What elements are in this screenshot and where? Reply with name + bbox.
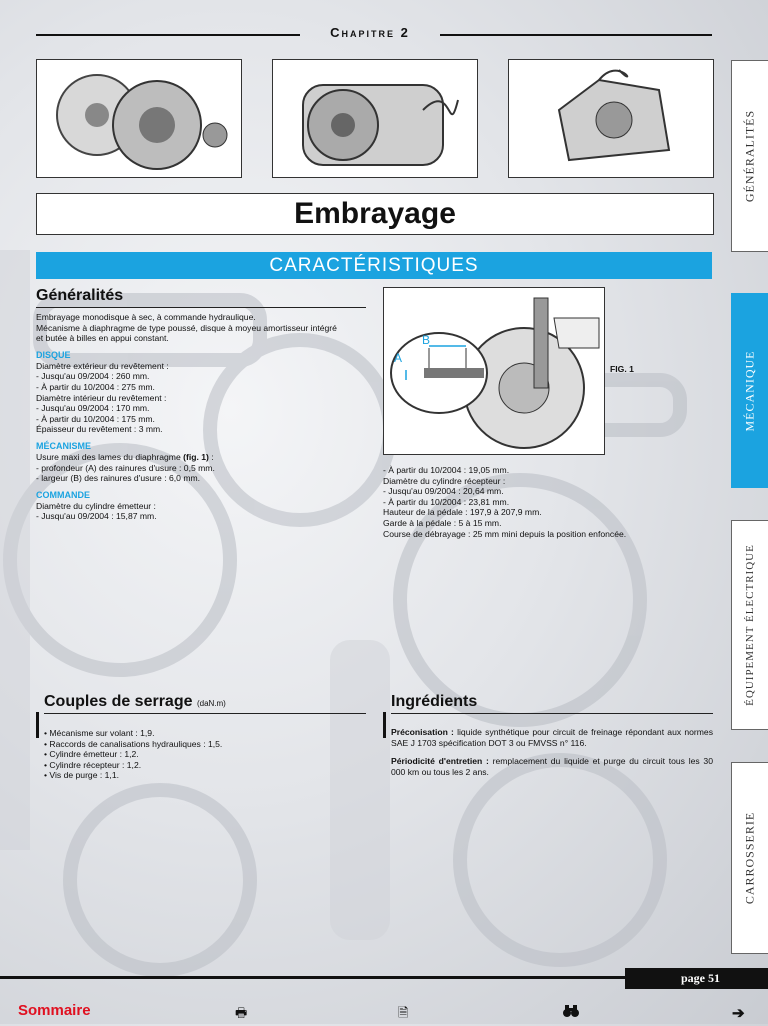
tab-equipement-electrique[interactable] — [731, 520, 768, 730]
periodicite-text: remplacement du liquide et purge du circuit tous les 30 000 km ou tous les 2 ans. — [391, 756, 713, 777]
fig-label-b: B — [422, 333, 431, 347]
sommaire-link[interactable]: Sommaire — [18, 1002, 91, 1019]
mecanisme-line: - profondeur (A) des rainures d'usure : 0,5 mm. — [36, 462, 215, 473]
mecanisme-line — [36, 452, 366, 463]
tab-generalites[interactable] — [731, 60, 768, 252]
section-banner: CARACTÉRISTIQUES — [36, 252, 712, 279]
page-title: Embrayage — [294, 197, 456, 230]
header-rule-right — [440, 34, 712, 36]
commande-line: Diamètre du cylindre émetteur : — [36, 500, 156, 511]
disque-line: - Jusqu'au 09/2004 : 170 mm. — [36, 403, 150, 414]
disque-line: Diamètre extérieur du revêtement : — [36, 360, 169, 371]
tab-generalites-label: GÉNÉRALITÉS — [742, 109, 757, 203]
preconisation-text: liquide synthétique pour circuit de freinage répondant aux normes SAE J 1703 spécification DOT 3 ou FMVSS n° 116. — [391, 727, 714, 748]
generalites-rule — [36, 307, 366, 308]
generalites-intro-2: Mécanisme à diaphragme de type poussé, disque à moyeu amortisseur intégré — [36, 322, 337, 333]
periodicite-label: Périodicité d'entretien : — [391, 756, 489, 767]
clutch-mounted-photo — [272, 59, 478, 178]
couples-item: • Raccords de canalisations hydrauliques : 1,5. — [44, 738, 223, 749]
couples-accent-bar — [36, 712, 39, 738]
tab-mecanique[interactable] — [731, 293, 768, 488]
right-col-line: Garde à la pédale : 5 à 15 mm. — [383, 517, 502, 528]
couples-rule — [44, 713, 366, 714]
tab-mecanique-label: MÉCANIQUE — [742, 350, 757, 431]
couples-heading: Couples de serrage — [44, 693, 193, 710]
right-col-line: Hauteur de la pédale : 197,9 à 207,9 mm. — [383, 507, 542, 518]
mecanisme-heading: MÉCANISME — [36, 440, 92, 451]
mecanisme-line: - largeur (B) des rainures d'usure : 6,0 mm. — [36, 473, 201, 484]
page-number: page 51 — [625, 968, 768, 989]
header-rule-left — [36, 34, 300, 36]
commande-line: - Jusqu'au 09/2004 : 15,87 mm. — [36, 511, 157, 522]
tab-equipement-label: ÉQUIPEMENT ÉLECTRIQUE — [744, 544, 756, 706]
generalites-section — [36, 287, 366, 522]
couples-item: • Cylindre émetteur : 1,2. — [44, 749, 139, 760]
fig-reference-link[interactable]: (fig. 1) — [183, 451, 209, 462]
ingredients-rule — [391, 713, 713, 714]
page-title-box — [36, 193, 714, 235]
printer-icon[interactable]: 🖶 — [235, 1005, 248, 1020]
right-col-line: Course de débrayage : 25 mm mini depuis la position enfoncée. — [383, 528, 627, 539]
couples-section — [44, 693, 366, 714]
generalites-intro-1: Embrayage monodisque à sec, à commande hydraulique. — [36, 312, 256, 322]
disque-line: - Jusqu'au 09/2004 : 260 mm. — [36, 371, 150, 382]
couples-item: • Mécanisme sur volant : 1,9. — [44, 728, 155, 738]
commande-heading: COMMANDE — [36, 489, 90, 500]
tab-carrosserie[interactable] — [731, 762, 768, 954]
generalites-intro-3: et butée à billes en appui constant. — [36, 333, 169, 344]
gearbox-photo — [508, 59, 714, 178]
right-col-line: Diamètre du cylindre récepteur : — [383, 475, 506, 486]
preconisation-label: Préconisation : — [391, 727, 454, 737]
arrow-right-icon[interactable]: ➔ — [732, 1005, 745, 1022]
mecanisme-line-post: : — [208, 451, 214, 462]
disque-line: - À partir du 10/2004 : 175 mm. — [36, 413, 155, 424]
couples-item: • Cylindre récepteur : 1,2. — [44, 759, 142, 770]
clutch-kit-photo — [36, 59, 242, 178]
couples-item: • Vis de purge : 1,1. — [44, 770, 119, 781]
generalites-heading: Généralités — [36, 287, 124, 304]
binoculars-icon[interactable] — [562, 1004, 580, 1021]
right-col-line: - À partir du 10/2004 : 23,81 mm. — [383, 496, 510, 507]
couples-list — [44, 728, 364, 781]
couples-unit: (daN.m) — [196, 699, 226, 708]
figure-caption: FIG. 1 — [610, 364, 634, 374]
right-column-text — [383, 465, 713, 539]
right-col-line: - À partir du 10/2004 : 19,05 mm. — [383, 465, 510, 475]
disque-line: Diamètre intérieur du revêtement : — [36, 392, 167, 403]
figure-1 — [383, 287, 605, 455]
ingredients-section — [391, 693, 713, 714]
ingredients-heading: Ingrédients — [391, 693, 478, 710]
ingredients-body — [391, 727, 713, 777]
disque-heading: DISQUE — [36, 349, 71, 360]
disque-line: - À partir du 10/2004 : 275 mm. — [36, 381, 155, 392]
mecanisme-line-pre: Usure maxi des lames du diaphragme — [36, 451, 184, 462]
ingredients-preconisation — [391, 727, 713, 748]
fig-label-a: A — [394, 351, 403, 365]
tab-carrosserie-label: CARROSSERIE — [742, 811, 757, 905]
document-icon[interactable]: 🗎 — [398, 1005, 409, 1020]
disque-line: Épaisseur du revêtement : 3 mm. — [36, 424, 163, 435]
ingredients-periodicite — [391, 756, 713, 777]
chapter-title: Chapitre 2 — [330, 25, 410, 40]
ingredients-accent-bar — [383, 712, 386, 738]
right-col-line: - Jusqu'au 09/2004 : 20,64 mm. — [383, 486, 504, 497]
